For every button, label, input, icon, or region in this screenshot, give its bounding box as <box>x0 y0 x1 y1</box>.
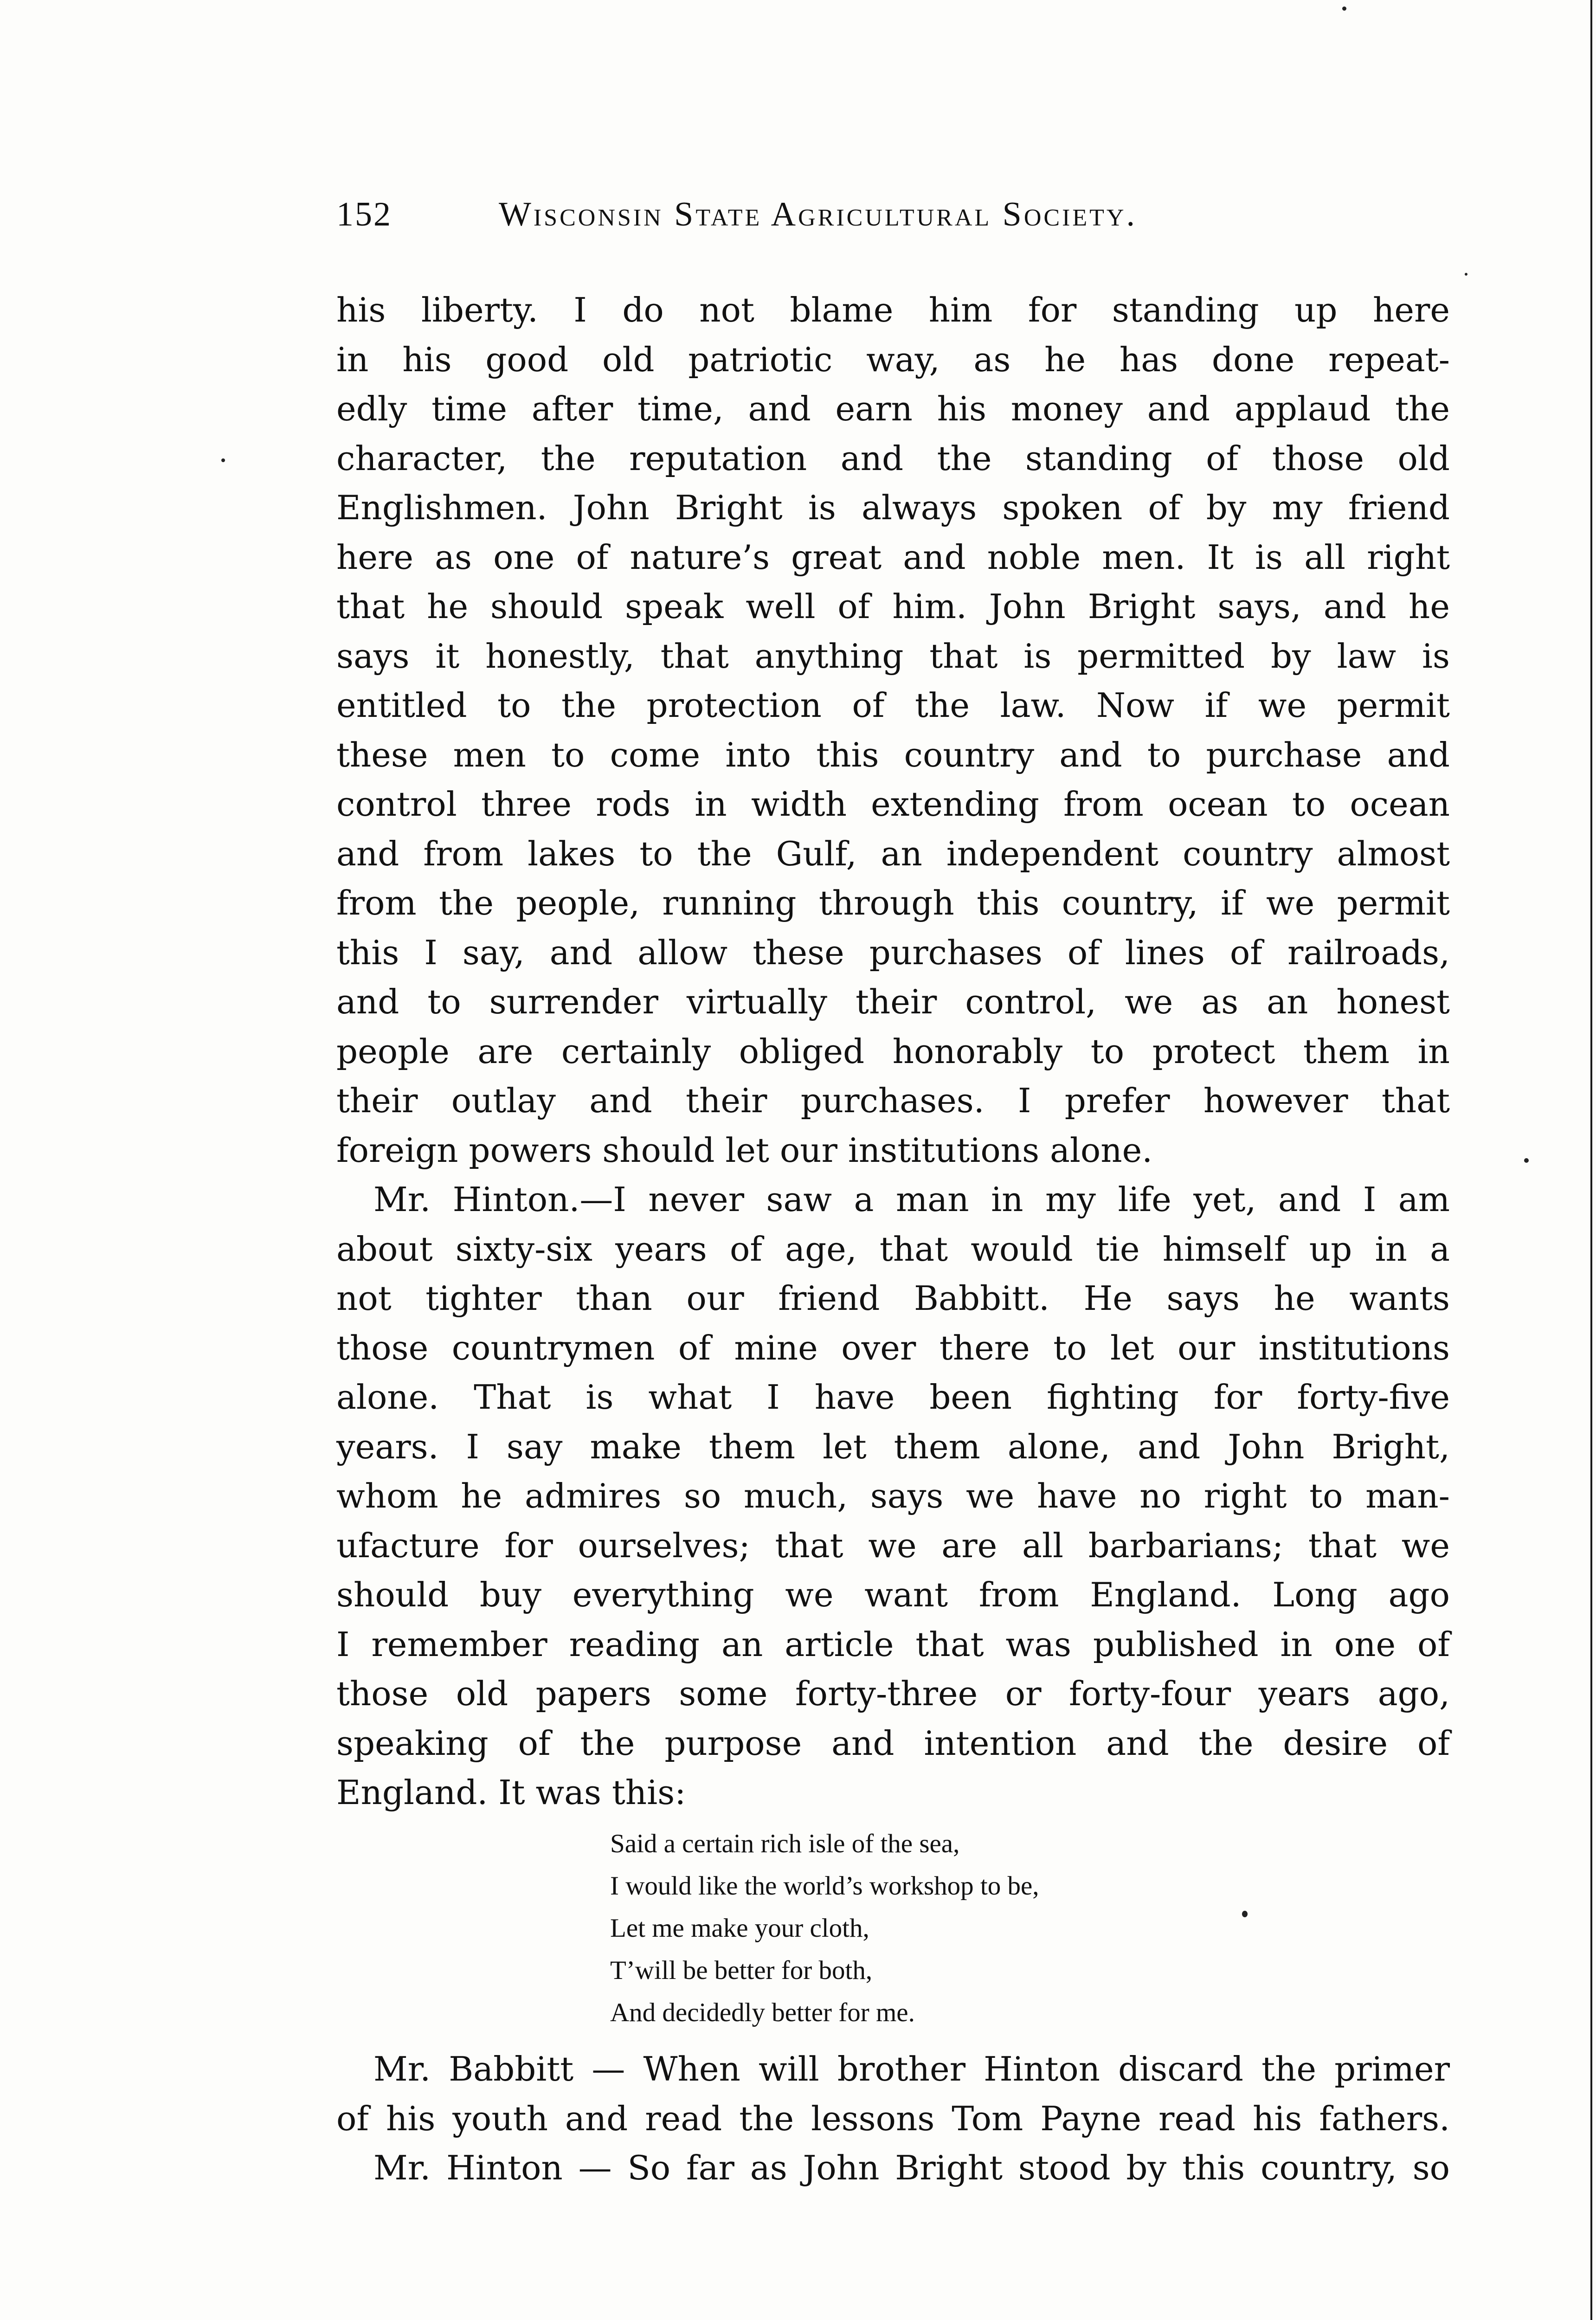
text-line: and from lakes to the Gulf, an independent country almost <box>336 834 1450 873</box>
text-line: I remember reading an article that was published in one of <box>336 1624 1450 1664</box>
text-line: Englishmen. John Bright is always spoken of by my friend <box>336 488 1450 527</box>
ink-speck <box>1465 273 1467 276</box>
text-line: these men to come into this country and to purchase and <box>336 735 1450 774</box>
text-line: and to surrender virtually their control, we as an honest <box>336 982 1450 1021</box>
text-line: their outlay and their purchases. I prefer however that <box>336 1081 1450 1120</box>
text-line: that he should speak well of him. John Bright says, and he <box>336 587 1450 626</box>
verse-line: I would like the world’s workshop to be, <box>610 1871 1039 1901</box>
ink-speck <box>1524 1158 1529 1163</box>
text-line: ufacture for ourselves; that we are all barbarians; that we <box>336 1526 1450 1565</box>
ink-speck <box>221 458 225 462</box>
text-line: entitled to the protection of the law. Now if we permit <box>336 686 1450 725</box>
text-line: character, the reputation and the standing of those old <box>336 438 1450 478</box>
text-line: people are certainly obliged honorably to protect them in <box>336 1031 1450 1071</box>
text-line: those countrymen of mine over there to let our institutions <box>336 1328 1450 1367</box>
text-line: speaking of the purpose and intention and the desire of <box>336 1723 1450 1763</box>
text-line: of his youth and read the lessons Tom Payne read his fathers. <box>336 2099 1450 2138</box>
text-line: says it honestly, that anything that is permitted by law is <box>336 636 1450 676</box>
verse-line: Said a certain rich isle of the sea, <box>610 1829 960 1858</box>
verse-line: And decidedly better for me. <box>610 1998 915 2027</box>
text-line: edly time after time, and earn his money and applaud the <box>336 389 1450 428</box>
text-line: about sixty-six years of age, that would tie himself up in a <box>336 1229 1450 1269</box>
verse-line: T’will be better for both, <box>610 1956 873 1985</box>
text-line: Mr. Hinton — So far as John Bright stood by this country, so <box>373 2148 1450 2187</box>
running-title: Wisconsin State Agricultural Society. <box>499 195 1137 233</box>
text-line: Mr. Babbitt — When will brother Hinton discard the primer <box>373 2049 1450 2088</box>
page-number: 152 <box>336 195 392 233</box>
text-line: those old papers some forty-three or forty-four years ago, <box>336 1674 1450 1713</box>
text-line: control three rods in width extending from ocean to ocean <box>336 785 1450 824</box>
text-line: should buy everything we want from England. Long ago <box>336 1575 1450 1614</box>
ink-speck <box>1242 1911 1248 1917</box>
text-line: in his good old patriotic way, as he has done repeat- <box>336 340 1450 379</box>
text-line: not tighter than our friend Babbitt. He says he wants <box>336 1279 1450 1318</box>
text-line: whom he admires so much, says we have no right to man- <box>336 1476 1450 1515</box>
running-header <box>336 195 1450 234</box>
text-line: foreign powers should let our institutions alone. <box>336 1130 1153 1170</box>
text-line: England. It was this: <box>336 1773 686 1812</box>
text-line: this I say, and allow these purchases of lines of railroads, <box>336 933 1450 972</box>
text-line: from the people, running through this country, if we permit <box>336 883 1450 922</box>
main-text-block <box>336 285 1450 1817</box>
page-edge-right <box>1590 0 1592 2320</box>
text-line: his liberty. I do not blame him for standing up here <box>336 290 1450 329</box>
ink-speck <box>1342 6 1346 11</box>
closing-text-block <box>336 2044 1450 2192</box>
text-line: here as one of nature’s great and noble men. It is all right <box>336 537 1450 577</box>
verse-quotation <box>610 1823 1039 2034</box>
text-line: Mr. Hinton.—I never saw a man in my life yet, and I am <box>373 1180 1450 1219</box>
text-line: years. I say make them let them alone, and John Bright, <box>336 1427 1450 1466</box>
text-line: alone. That is what I have been fighting for forty-five <box>336 1378 1450 1417</box>
verse-line: Let me make your cloth, <box>610 1914 869 1943</box>
